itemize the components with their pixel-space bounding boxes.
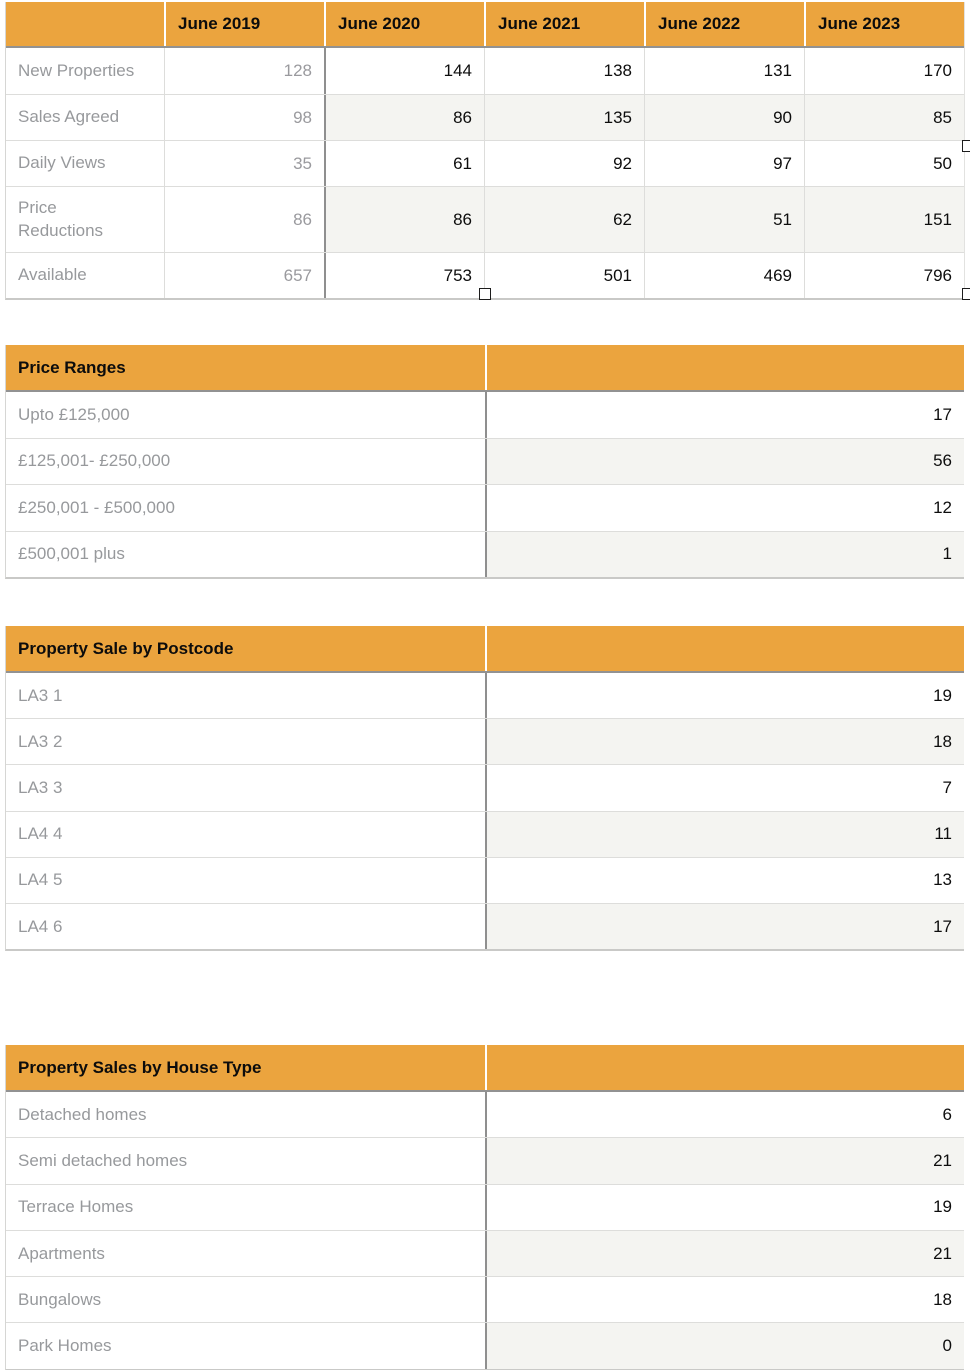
header-spacer-cell[interactable]	[485, 1045, 964, 1090]
value-cell[interactable]: 128	[164, 48, 324, 94]
table-row	[6, 1184, 964, 1230]
table-row	[6, 140, 964, 186]
overview-table-body	[6, 48, 964, 298]
value-cell[interactable]: 85	[804, 95, 964, 140]
table-row	[6, 1092, 964, 1137]
value-cell[interactable]: 19	[485, 673, 964, 718]
value-cell[interactable]: 50	[804, 141, 964, 186]
table-row	[6, 1137, 964, 1183]
row-label-cell[interactable]: Terrace Homes	[18, 1197, 134, 1217]
overview-year-header-cell[interactable]: June 2020	[324, 2, 484, 46]
value-cell[interactable]: 97	[644, 141, 804, 186]
header-spacer-cell[interactable]	[485, 626, 964, 671]
row-label-cell[interactable]: New Properties	[18, 60, 135, 80]
table-row	[6, 392, 964, 438]
table-row	[6, 438, 964, 485]
overview-year-header-cell[interactable]: June 2023	[804, 2, 964, 46]
value-cell[interactable]: 86	[324, 95, 484, 140]
table-row	[6, 484, 964, 531]
value-cell[interactable]: 18	[485, 719, 964, 764]
value-cell[interactable]: 98	[164, 95, 324, 140]
row-label-cell[interactable]: £250,001 - £500,000	[18, 497, 175, 517]
selection-handle-right-middle[interactable]	[962, 140, 970, 152]
value-cell[interactable]: 56	[485, 439, 964, 485]
table-row	[6, 764, 964, 810]
value-cell[interactable]: 7	[485, 765, 964, 810]
row-label-cell[interactable]: LA4 6	[18, 916, 63, 936]
value-cell[interactable]: 92	[484, 141, 644, 186]
overview-header-row	[6, 2, 964, 48]
value-cell[interactable]: 151	[804, 187, 964, 252]
table-row	[6, 186, 964, 252]
value-cell[interactable]: 469	[644, 253, 804, 298]
value-cell[interactable]: 12	[485, 485, 964, 531]
value-cell[interactable]: 6	[485, 1092, 964, 1137]
row-label-cell[interactable]: LA4 4	[18, 824, 63, 844]
value-cell[interactable]: 0	[485, 1323, 964, 1368]
overview-year-header-cell[interactable]: June 2019	[164, 2, 324, 46]
row-label-cell[interactable]: Daily Views	[18, 153, 106, 173]
value-cell[interactable]: 62	[484, 187, 644, 252]
table-title[interactable]: Price Ranges	[18, 357, 126, 377]
value-cell[interactable]: 90	[644, 95, 804, 140]
overview-year-header-cell[interactable]: June 2022	[644, 2, 804, 46]
row-label-cell[interactable]: Apartments	[18, 1243, 105, 1263]
value-cell[interactable]: 21	[485, 1231, 964, 1276]
row-label-cell[interactable]: Sales Agreed	[18, 107, 120, 127]
value-cell[interactable]: 51	[644, 187, 804, 252]
row-label-cell[interactable]: Available	[18, 265, 87, 285]
row-label-cell[interactable]: LA4 5	[18, 870, 63, 890]
property-sales-by-house-type-table	[5, 1045, 964, 1370]
row-label-cell[interactable]: LA3 1	[18, 685, 63, 705]
value-cell[interactable]: 796	[804, 253, 964, 298]
table-row	[6, 673, 964, 718]
value-cell[interactable]: 13	[485, 858, 964, 903]
table-row	[6, 1230, 964, 1276]
table-row	[6, 1322, 964, 1368]
table-row	[6, 811, 964, 857]
table-row	[6, 1276, 964, 1322]
table-header-row	[6, 1045, 964, 1092]
row-label-cell[interactable]: Semi detached homes	[18, 1150, 188, 1170]
row-label-cell[interactable]: Price Reductions	[18, 198, 104, 240]
row-label-cell[interactable]: Detached homes	[18, 1104, 147, 1124]
table-title[interactable]: Property Sales by House Type	[18, 1057, 262, 1077]
row-label-cell[interactable]: £125,001- £250,000	[18, 451, 171, 471]
table-row	[6, 857, 964, 903]
value-cell[interactable]: 138	[484, 48, 644, 94]
table-header-row	[6, 345, 964, 392]
value-cell[interactable]: 19	[485, 1185, 964, 1230]
property-sale-by-postcode-table	[5, 626, 964, 951]
value-cell[interactable]: 11	[485, 812, 964, 857]
value-cell[interactable]: 86	[164, 187, 324, 252]
value-cell[interactable]: 135	[484, 95, 644, 140]
row-label-cell[interactable]: Park Homes	[18, 1336, 112, 1356]
row-label-cell[interactable]: LA3 2	[18, 731, 63, 751]
value-cell[interactable]: 61	[324, 141, 484, 186]
value-cell[interactable]: 144	[324, 48, 484, 94]
value-cell[interactable]: 753	[324, 253, 484, 298]
value-cell[interactable]: 170	[804, 48, 964, 94]
row-label-cell[interactable]: LA3 3	[18, 777, 63, 797]
value-cell[interactable]: 18	[485, 1277, 964, 1322]
table-row	[6, 48, 964, 94]
table-row	[6, 94, 964, 140]
value-cell[interactable]: 131	[644, 48, 804, 94]
value-cell[interactable]: 1	[485, 532, 964, 578]
overview-corner-header-cell[interactable]	[6, 2, 164, 46]
value-cell[interactable]: 21	[485, 1138, 964, 1183]
row-label-cell[interactable]: Bungalows	[18, 1289, 102, 1309]
value-cell[interactable]: 17	[485, 904, 964, 949]
selection-handle-bottom-right[interactable]	[962, 288, 970, 300]
selection-handle-bottom-middle[interactable]	[479, 288, 491, 300]
row-label-cell[interactable]: £500,001 plus	[18, 544, 125, 564]
table-row	[6, 903, 964, 949]
row-label-cell[interactable]: Upto £125,000	[18, 404, 130, 424]
value-cell[interactable]: 35	[164, 141, 324, 186]
overview-table	[5, 2, 965, 300]
value-cell[interactable]: 17	[485, 392, 964, 438]
table-header-row	[6, 626, 964, 673]
table-title[interactable]: Property Sale by Postcode	[18, 638, 234, 658]
table-row	[6, 531, 964, 578]
table-row	[6, 718, 964, 764]
price-ranges-table	[5, 345, 964, 579]
value-cell[interactable]: 86	[324, 187, 484, 252]
header-spacer-cell[interactable]	[485, 345, 964, 390]
value-cell[interactable]: 657	[164, 253, 324, 298]
overview-year-header-cell[interactable]: June 2021	[484, 2, 644, 46]
value-cell[interactable]: 501	[484, 253, 644, 298]
